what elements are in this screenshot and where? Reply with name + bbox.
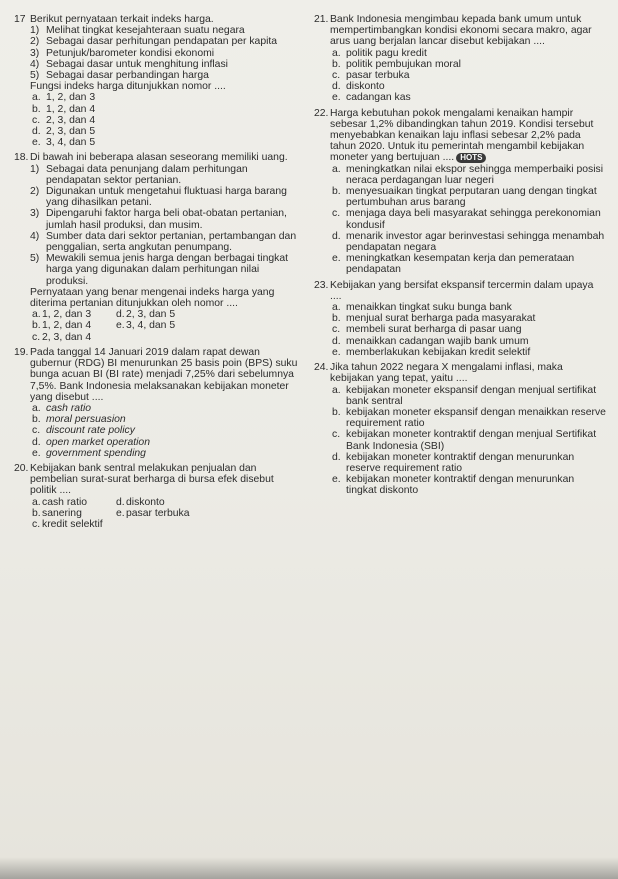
answer-option[interactable]: d. open market operation [32,436,150,448]
question-18 [14,152,302,342]
answer-option[interactable]: b. 1, 2, dan 4 [32,320,92,332]
question-17 [14,14,302,148]
question-stem: Berikut pernyataan terkait indeks harga. [30,14,214,25]
answer-option[interactable]: a. cash ratio [32,402,92,414]
answer-option[interactable]: e. 3, 4, dan 5 [32,137,96,149]
answer-option[interactable]: c. 2, 3, dan 4 [32,331,92,343]
answer-option[interactable]: e. kebijakan moneter kontraktif dengan menurunkan tingkat diskonto [332,474,575,497]
answer-option[interactable]: b. menjual surat berharga pada masyarakat [332,313,536,325]
answer-option[interactable]: b. kebijakan moneter ekspansif dengan menaikkan reserve requirement ratio [332,406,606,430]
answer-option[interactable]: a. menaikkan tingkat suku bunga bank [332,302,512,314]
question-stem: Harga kebutuhan pokok mengalami kenaikan hampir sebesar 1,2% dibandingkan tahun 2019. Kondisi tersebut menyebabkan kenaikan laju inflasi sebesar 2,2% pada tahun 2020. Untuk itu pemerintah mengambil kebijakan moneter yang bertujuan .... HOTS [330,107,594,164]
question-number: 22. [314,107,329,119]
options-grid [30,309,302,343]
options-grid [30,497,302,531]
answer-option[interactable]: c. menjaga daya beli masyarakat sehingga perekonomian kondusif [332,208,601,231]
page-edge-shadow [0,857,618,879]
answer-option[interactable]: b. moral persuasion [32,414,126,426]
question-number: 19. [14,346,29,358]
answer-option[interactable]: b. politik pembujukan moral [332,58,461,70]
question-stem: Jika tahun 2022 negara X mengalami inflasi, maka kebijakan yang tepat, yaitu .... [330,362,563,385]
question-prompt: Pernyataan yang benar mengenai indeks harga yang diterima pertanian ditunjukkan oleh nomor .... [30,286,275,310]
answer-option[interactable]: c. kebijakan moneter kontraktif dengan menjual Sertifikat Bank Indonesia (SBI) [332,429,597,452]
answer-option[interactable]: d. menarik investor agar berinvestasi sehingga menambah pendapatan negara [332,230,605,254]
answer-option[interactable]: e. pasar terbuka [116,507,190,519]
answer-option[interactable]: c. membeli surat berharga di pasar uang [332,324,522,336]
answer-option[interactable]: d. diskonto [332,81,385,93]
question-19 [14,347,302,459]
answer-option[interactable]: a. kebijakan moneter ekspansif dengan menjual sertifikat bank sentral [332,384,597,407]
answer-option[interactable]: a. 1, 2, dan 3 [32,309,92,321]
answer-option[interactable]: e. government spending [32,447,146,459]
statement: 1) Sebagai data penunjang dalam perhitungan pendapatan sektor pertanian. [30,163,248,186]
right-column [314,14,606,501]
answer-option[interactable]: e. meningkatkan kesempatan kerja dan pemerataan pendapatan [332,253,575,276]
answer-option[interactable]: d. 2, 3, dan 5 [32,126,96,138]
answer-option[interactable]: e. 3, 4, dan 5 [116,320,176,332]
question-stem: Pada tanggal 14 Januari 2019 dalam rapat dewan gubernur (RDG) BI menurunkan 25 basis poin (BPS) suku bunga acuan BI (BI rate) menjadi 7,25% dari sebelumnya 7,5%. Bank Indonesia melaksanakan kebijakan moneter yang disebut .... [30,346,298,403]
question-number: 20. [14,462,29,474]
question-number: 17 [14,14,26,25]
answer-option[interactable]: c. 2, 3, dan 4 [32,114,96,126]
statement: 2) Digunakan untuk mengetahui fluktuasi harga barang yang dihasilkan petani. [30,186,287,209]
question-22 [314,108,606,276]
question-23 [314,280,606,358]
statement: 5) Sebagai dasar perbandingan harga [30,70,209,82]
question-stem: Kebijakan bank sentral melakukan penjualan dan pembelian surat-surat berharga di bursa efek disebut politik .... [30,462,274,497]
answer-option[interactable]: d. kebijakan moneter kontraktif dengan menurunkan reserve requirement ratio [332,451,575,474]
statement: 3) Dipengaruhi faktor harga beli obat-obatan pertanian, jumlah hasil produksi, dan musim. [30,208,287,231]
statement: 2) Sebagai dasar perhitungan pendapatan per kapita [30,36,278,48]
question-number: 21. [314,14,329,25]
statement: 5) Mewakili semua jenis harga dengan berbagai tingkat harga yang digunakan dalam perhitungan nilai produksi. [30,253,289,287]
question-number: 18. [14,152,29,164]
answer-option[interactable]: c. kredit selektif [32,518,103,530]
question-21 [314,14,606,104]
answer-option[interactable]: c. pasar terbuka [332,70,410,82]
left-column [14,14,302,534]
answer-option[interactable]: b. 1, 2, dan 4 [32,103,96,115]
question-number: 24. [314,362,329,374]
question-stem: Bank Indonesia mengimbau kepada bank umum untuk mempertimbangkan kondisi ekonomi secara makro, agar arus uang berjalan lancar disebut kebijakan .... [330,14,592,48]
answer-option[interactable]: d. diskonto [116,496,165,508]
answer-option[interactable]: a. cash ratio [32,496,88,508]
answer-option[interactable]: a. politik pagu kredit [332,47,427,59]
answer-option[interactable]: a. 1, 2, dan 3 [32,92,96,104]
answer-option[interactable]: a. meningkatkan nilai ekspor sehingga memperbaiki posisi neraca perdagangan luar negeri [332,163,604,186]
answer-option[interactable]: b. sanering [32,507,82,519]
answer-option[interactable]: d. 2, 3, dan 5 [116,309,176,321]
hots-badge: HOTS [456,153,486,163]
answer-option[interactable]: b. menyesuaikan tingkat perputaran uang dengan tingkat pertumbuhan arus barang [332,186,597,209]
statement: 4) Sumber data dari sektor pertanian, pertambangan dan penggalian, serta angkutan penumpang. [30,230,297,254]
question-stem: Kebijakan yang bersifat ekspansif tercermin dalam upaya .... [330,279,594,302]
question-24 [314,362,606,496]
question-stem: Di bawah ini beberapa alasan seseorang memiliki uang. [30,152,288,164]
answer-option[interactable]: c. discount rate policy [32,425,135,437]
answer-option[interactable]: e. cadangan kas [332,92,411,104]
question-prompt: Fungsi indeks harga ditunjukkan nomor .... [30,81,226,93]
statement: 3) Petunjuk/barometer kondisi ekonomi [30,47,215,59]
answer-option[interactable]: d. menaikkan cadangan wajib bank umum [332,335,529,347]
answer-option[interactable]: e. memberlakukan kebijakan kredit selektif [332,346,531,358]
question-20 [14,463,302,530]
statement: 4) Sebagai dasar untuk menghitung inflasi [30,58,228,70]
question-number: 23. [314,279,329,291]
statement: 1) Melihat tingkat kesejahteraan suatu negara [30,25,245,37]
